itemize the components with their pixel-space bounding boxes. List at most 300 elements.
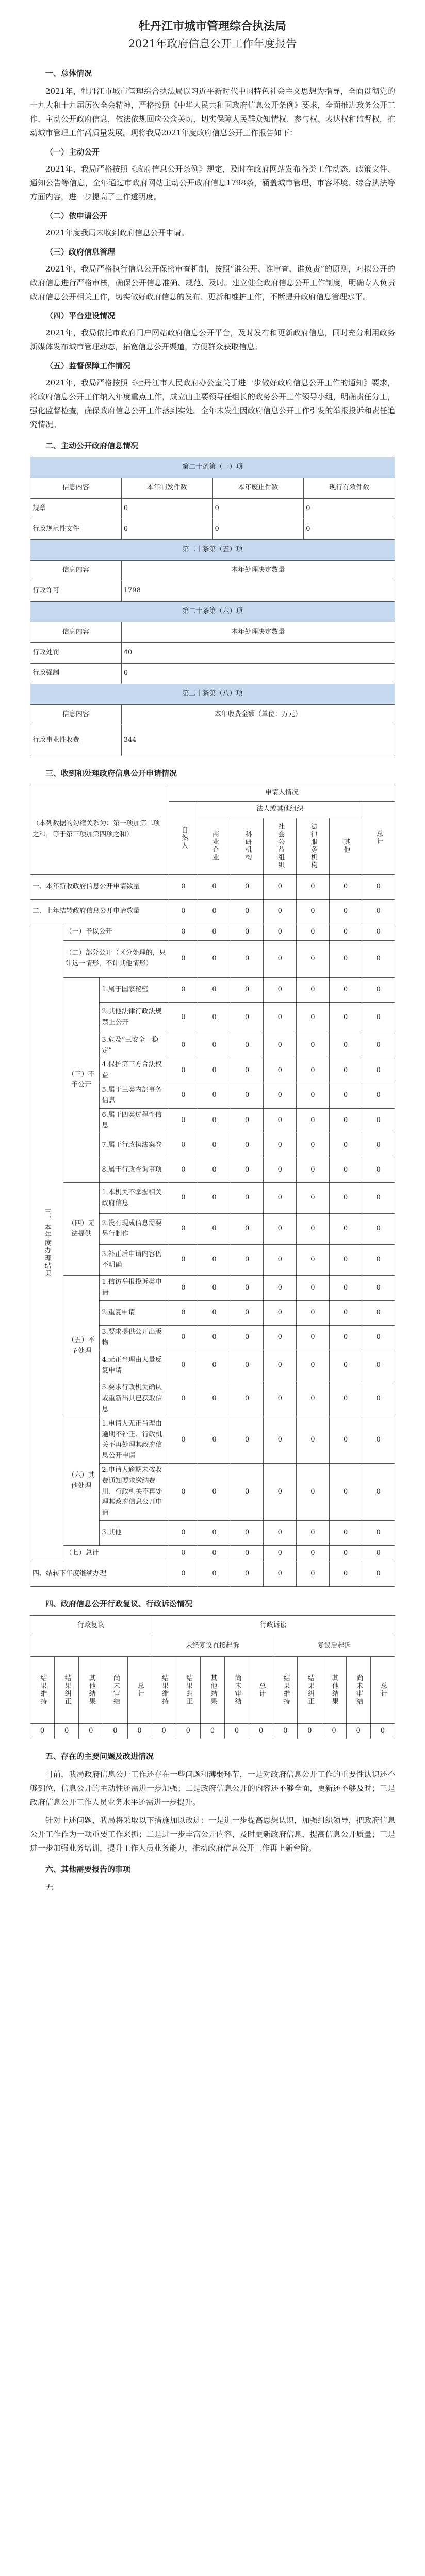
cell-value: 0 (198, 1083, 231, 1108)
row-label: 5.属于三类内部事务信息 (100, 1083, 169, 1108)
row-label: （七）总计 (63, 1545, 169, 1562)
cell-value: 0 (362, 1562, 395, 1586)
litigation-header: 行政诉讼 (152, 1615, 395, 1636)
subgroup-label: （六）其他处理 (63, 1417, 100, 1545)
after-review-header: 复议后起诉 (273, 1636, 395, 1656)
cell-value: 0 (297, 924, 330, 940)
cell-value: 0 (169, 1276, 198, 1301)
subheading-platform: （四）平台建设情况 (45, 311, 116, 320)
cell-value: 1798 (121, 581, 395, 601)
cell-value: 0 (231, 1033, 264, 1058)
cell-value: 0 (264, 1033, 297, 1058)
section-heading-applications: 三、收到和处理政府信息公开申请情况 (45, 768, 177, 778)
cell-value: 0 (231, 1463, 264, 1520)
cell-value: 0 (231, 940, 264, 977)
cell-value: 0 (329, 977, 362, 1002)
cell-value: 0 (169, 1158, 198, 1183)
row-label: 规章 (30, 498, 122, 519)
cell-value: 0 (264, 874, 297, 899)
cell-value: 0 (169, 1245, 198, 1276)
result-col-header: 结果维持 (30, 1656, 55, 1723)
cell-value: 0 (304, 498, 395, 519)
cell-value: 0 (329, 1033, 362, 1058)
cell-value: 0 (231, 1545, 264, 1562)
cell-value: 0 (169, 1381, 198, 1417)
table-row (30, 1183, 395, 1214)
paragraph-improvements: 针对上述问题，我局将采取以下措施加以改进：一是进一步提高思想认识，加强组织领导，把政府信息公开工作作为一项重要工作来抓；二是进一步丰富公开内容，及时更新政府信息，提高信息公开质量；三是进一步加强业务培训，提升工作人员业务能力，推动政府信息公开工作再上新台阶。 (30, 1815, 395, 1853)
row-label: 1.属于国家秘密 (100, 977, 169, 1002)
cell-value: 0 (362, 1325, 395, 1350)
cell-value: 0 (264, 1350, 297, 1381)
cell-value: 0 (231, 899, 264, 924)
paragraph-application: 2021年度我局未收到政府信息公开申请。 (45, 228, 189, 238)
cell-value: 0 (198, 1133, 231, 1158)
cell-value: 0 (264, 1276, 297, 1301)
cell-value: 0 (297, 1300, 330, 1325)
cell-value: 0 (198, 1350, 231, 1381)
cell-value: 0 (231, 1325, 264, 1350)
cell-value: 0 (169, 940, 198, 977)
cell-value: 0 (169, 1133, 198, 1158)
cell-value: 0 (329, 1214, 362, 1245)
row-label: （二）部分公开（区分处理的，只计这一情形，不计其他情形） (63, 940, 169, 977)
col-header: 本年处理决定数量 (121, 560, 395, 581)
cell-value: 0 (297, 1417, 330, 1463)
cell-value: 0 (198, 977, 231, 1002)
cell-value: 0 (213, 498, 304, 519)
result-col-header: 总计 (249, 1656, 273, 1723)
cell-value: 40 (121, 642, 395, 663)
cell-value: 0 (169, 1300, 198, 1325)
cell-value: 0 (264, 1214, 297, 1245)
cell-value: 0 (362, 1183, 395, 1214)
cell-value: 0 (362, 1545, 395, 1562)
paragraph-platform: 2021年，我局依托市政府门户网站政府信息公开平台，及时发布和更新政府信息，同时充分利用政务新媒体发布城市管理动态，拓宽信息公开渠道，方便群众获取信息。 (30, 328, 395, 351)
row-label: 2.申请人逾期未按收费通知要求缴纳费用、行政机关不再处理其政府信息公开申请 (100, 1463, 169, 1520)
row-label: 一、本年新收政府信息公开申请数量 (30, 874, 169, 899)
cell-value: 0 (249, 1723, 273, 1739)
not-reviewed-header: 未经复议直接起诉 (152, 1636, 273, 1656)
row-label: 7.属于行政执法案卷 (100, 1133, 169, 1158)
cell-value: 0 (362, 1520, 395, 1545)
result-col-header: 尚未审结 (225, 1656, 249, 1723)
cell-value: 0 (297, 1463, 330, 1520)
cell-value: 344 (121, 725, 395, 756)
cell-value: 0 (213, 519, 304, 539)
subheading-supervision: （五）监督保障工作情况 (45, 361, 131, 370)
report-subtitle: 2021年政府信息公开工作年度报告 (128, 38, 297, 50)
cell-value: 0 (329, 1002, 362, 1033)
cell-value: 0 (200, 1723, 224, 1739)
cell-value: 0 (297, 1381, 330, 1417)
cell-value: 0 (169, 899, 198, 924)
subheading-active: （一）主动公开 (45, 147, 100, 157)
table-row (30, 519, 395, 539)
corner-note: （本列数据的勾稽关系为：第一项加第二项之和，等于第三项加第四项之和） (30, 785, 169, 874)
row-label: 3.补正后申请内容仍不明确 (100, 1245, 169, 1276)
cell-value: 0 (55, 1723, 79, 1739)
col-header: 本年废止件数 (213, 478, 304, 498)
result-col-header: 总计 (127, 1656, 152, 1723)
cell-value: 0 (297, 1276, 330, 1301)
cell-value: 0 (169, 924, 198, 940)
table-row (30, 725, 395, 756)
cell-value: 0 (198, 1033, 231, 1058)
cell-value: 0 (231, 1002, 264, 1033)
cell-value: 0 (231, 1108, 264, 1133)
cell-value: 0 (264, 1381, 297, 1417)
cell-value: 0 (231, 1520, 264, 1545)
legal-col-header: 商业企业 (198, 818, 231, 874)
cell-value: 0 (297, 1183, 330, 1214)
cell-value: 0 (198, 1381, 231, 1417)
cell-value: 0 (198, 1325, 231, 1350)
table-row (30, 874, 395, 899)
cell-value: 0 (329, 1276, 362, 1301)
cell-value: 0 (264, 1245, 297, 1276)
cell-value: 0 (169, 1058, 198, 1083)
cell-value: 0 (198, 899, 231, 924)
cell-value: 0 (198, 940, 231, 977)
row-label: 二、上年结转政府信息公开申请数量 (30, 899, 169, 924)
result-col-header: 其他结果 (200, 1656, 224, 1723)
cell-value: 0 (264, 1300, 297, 1325)
section-heading-general: 一、总体情况 (45, 68, 92, 78)
cell-value: 0 (231, 1214, 264, 1245)
col-header: 本年收费金额（单位：万元） (121, 704, 395, 725)
cell-value: 0 (198, 1245, 231, 1276)
cell-value: 0 (329, 1158, 362, 1183)
cell-value: 0 (198, 1520, 231, 1545)
cell-value: 0 (169, 1183, 198, 1214)
col-header: 信息内容 (30, 560, 122, 581)
cell-value: 0 (264, 977, 297, 1002)
cell-value: 0 (362, 1214, 395, 1245)
cell-value: 0 (362, 1058, 395, 1083)
result-col-header: 其他结果 (322, 1656, 346, 1723)
cell-value: 0 (198, 1463, 231, 1520)
cell-value: 0 (169, 1350, 198, 1381)
cell-value: 0 (362, 1350, 395, 1381)
cell-value: 0 (169, 977, 198, 1002)
row-label: 1.申请人无正当理由逾期不补正、行政机关不再处理其政府信息公开申请 (100, 1417, 169, 1463)
row-label: 1.本机关不掌握相关政府信息 (100, 1183, 169, 1214)
cell-value: 0 (231, 1381, 264, 1417)
cell-value: 0 (198, 874, 231, 899)
legal-col-header: 其他 (329, 818, 362, 874)
cell-value: 0 (264, 940, 297, 977)
cell-value: 0 (304, 519, 395, 539)
cell-value: 0 (362, 1033, 395, 1058)
cell-value: 0 (198, 1002, 231, 1033)
cell-value: 0 (198, 1562, 231, 1586)
cell-value: 0 (169, 1108, 198, 1133)
cell-value: 0 (362, 977, 395, 1002)
review-spacer (30, 1636, 152, 1656)
cell-value: 0 (169, 874, 198, 899)
cell-value: 0 (169, 1463, 198, 1520)
cell-value: 0 (127, 1723, 152, 1739)
cell-value: 0 (198, 1276, 231, 1301)
cell-value: 0 (297, 1108, 330, 1133)
cell-value: 0 (329, 1463, 362, 1520)
table-row (30, 581, 395, 601)
cell-value: 0 (264, 1083, 297, 1108)
cell-value: 0 (30, 1723, 55, 1739)
cell-value: 0 (297, 874, 330, 899)
row-label: 8.属于行政查询事项 (100, 1158, 169, 1183)
result-col-header: 尚未审结 (103, 1656, 127, 1723)
row-label: 四、结转下年度继续办理 (30, 1562, 169, 1586)
row-label: 行政事业性收费 (30, 725, 122, 756)
result-col-header: 其他结果 (79, 1656, 103, 1723)
cell-value: 0 (362, 1276, 395, 1301)
result-col-header: 结果维持 (152, 1656, 176, 1723)
cell-value: 0 (322, 1723, 346, 1739)
cell-value: 0 (264, 1325, 297, 1350)
band-article-8: 第二十条第（八）项 (30, 684, 395, 704)
table-row (30, 899, 395, 924)
applicant-header: 申请人情况 (169, 785, 395, 801)
cell-value: 0 (362, 1158, 395, 1183)
row-label: 2.重复申请 (100, 1300, 169, 1325)
band-article-6: 第二十条第（六）项 (30, 601, 395, 622)
cell-value: 0 (176, 1723, 200, 1739)
col-header: 本年处理决定数量 (121, 622, 395, 642)
cell-value: 0 (297, 1002, 330, 1033)
cell-value: 0 (362, 1300, 395, 1325)
cell-value: 0 (169, 1214, 198, 1245)
col-header: 现行有效件数 (304, 478, 395, 498)
cell-value: 0 (264, 1158, 297, 1183)
cell-value: 0 (231, 1417, 264, 1463)
cell-value: 0 (362, 924, 395, 940)
total-header: 总计 (362, 801, 395, 874)
cell-value: 0 (264, 899, 297, 924)
table-row (30, 924, 395, 940)
cell-value: 0 (231, 1350, 264, 1381)
row-label: 4.保护第三方合法权益 (100, 1058, 169, 1083)
cell-value: 0 (329, 1245, 362, 1276)
row-label: 3.其他 (100, 1520, 169, 1545)
cell-value: 0 (169, 1002, 198, 1033)
table-row (30, 642, 395, 663)
cell-value: 0 (362, 1002, 395, 1033)
row-label: 5.要求行政机关确认或重新出具已获取信息 (100, 1381, 169, 1417)
cell-value: 0 (297, 1133, 330, 1158)
row-label: 行政处罚 (30, 642, 122, 663)
row-label: 行政规范性文件 (30, 519, 122, 539)
cell-value: 0 (231, 1562, 264, 1586)
cell-value: 0 (362, 874, 395, 899)
cell-value: 0 (273, 1723, 298, 1739)
cell-value: 0 (169, 1033, 198, 1058)
table-row (30, 940, 395, 977)
paragraph-supervision: 2021年，我局严格按照《牡丹江市人民政府办公室关于进一步做好政府信息公开工作的通知》要求，将政府信息公开工作纳入年度重点工作，成立由主要领导任组长的政务公开工作领导小组，明确责任分工，强化监督检查，确保政府信息公开工作落到实处。全年未发生因政府信息公开工作引发的举报投诉和责任追究情况。 (30, 378, 395, 429)
paragraph-problems: 目前，我局政府信息公开工作还存在一些问题和薄弱环节，一是对政府信息公开工作的重要性认识还不够到位，信息公开的主动性还需进一步加强；二是政府信息公开的内容还不够全面，更新还不够及时；三是政府信息公开工作人员业务水平还需进一步提升。 (30, 1769, 395, 1807)
legal-col-header: 科研机构 (231, 818, 264, 874)
report-title: 牡丹江市城市管理综合执法局 (138, 20, 286, 33)
table-row (30, 663, 395, 684)
cell-value: 0 (264, 1545, 297, 1562)
row-label: 6.属于四类过程性信息 (100, 1108, 169, 1133)
cell-value: 0 (297, 1058, 330, 1083)
band-article-5: 第二十条第（五）项 (30, 539, 395, 560)
cell-value: 0 (231, 1058, 264, 1083)
table-row (30, 1276, 395, 1301)
cell-value: 0 (297, 899, 330, 924)
row-label: 2.没有现成信息需要另行制作 (100, 1214, 169, 1245)
review-header: 行政复议 (30, 1615, 152, 1636)
col-header: 信息内容 (30, 622, 122, 642)
cell-value: 0 (198, 1417, 231, 1463)
cell-value: 0 (264, 1520, 297, 1545)
cell-value: 0 (121, 519, 213, 539)
subgroup-label: （三）不予公开 (63, 977, 100, 1182)
cell-value: 0 (231, 1133, 264, 1158)
cell-value: 0 (231, 874, 264, 899)
row-label: 2.其他法律行政法规禁止公开 (100, 1002, 169, 1033)
cell-value: 0 (329, 1108, 362, 1133)
table-row (30, 1417, 395, 1463)
band-article-1: 第二十条第（一）项 (30, 457, 395, 478)
subheading-management: （三）政府信息管理 (45, 247, 116, 257)
cell-value: 0 (79, 1723, 103, 1739)
row-label: 行政许可 (30, 581, 122, 601)
cell-value: 0 (362, 940, 395, 977)
cell-value: 0 (297, 977, 330, 1002)
row-label: 行政强制 (30, 663, 122, 684)
cell-value: 0 (231, 1183, 264, 1214)
cell-value: 0 (169, 1083, 198, 1108)
cell-value: 0 (329, 924, 362, 940)
row-label: 4.无正当理由大量反复申请 (100, 1350, 169, 1381)
cell-value: 0 (297, 1562, 330, 1586)
col-header: 本年制发件数 (121, 478, 213, 498)
cell-value: 0 (231, 1300, 264, 1325)
cell-value: 0 (362, 1463, 395, 1520)
subheading-application: （二）依申请公开 (45, 211, 108, 221)
cell-value: 0 (198, 1300, 231, 1325)
cell-value: 0 (329, 1083, 362, 1108)
section-heading-other: 六、其他需要报告的事项 (45, 1864, 131, 1874)
paragraph-other: 无 (45, 1882, 54, 1892)
row-label: 3.危及“三安全一稳定” (100, 1033, 169, 1058)
cell-value: 0 (297, 1083, 330, 1108)
cell-value: 0 (297, 1325, 330, 1350)
cell-value: 0 (169, 1562, 198, 1586)
row-label: 1.信访举报投诉类申请 (100, 1276, 169, 1301)
result-col-header: 结果纠正 (55, 1656, 79, 1723)
cell-value: 0 (231, 1245, 264, 1276)
paragraph-active: 2021年，我局严格按照《政府信息公开条例》规定，及时在政府网站发布各类工作动态、政策文件、通知公告等信息，全年通过市政府网站主动公开政府信息1798条，涵盖城市管理、市容环境、综合执法等方面内容，进一步提高了工作透明度。 (30, 164, 395, 201)
review-litigation-table (30, 1615, 395, 1739)
cell-value: 0 (362, 1381, 395, 1417)
cell-value: 0 (297, 1545, 330, 1562)
cell-value: 0 (264, 1133, 297, 1158)
legal-entity-header: 法人或其他组织 (198, 801, 362, 818)
cell-value: 0 (198, 1214, 231, 1245)
cell-value: 0 (362, 1083, 395, 1108)
cell-value: 0 (362, 1108, 395, 1133)
cell-value: 0 (198, 1545, 231, 1562)
result-col-header: 结果纠正 (176, 1656, 200, 1723)
cell-value: 0 (362, 899, 395, 924)
cell-value: 0 (297, 1350, 330, 1381)
cell-value: 0 (329, 940, 362, 977)
cell-value: 0 (264, 1108, 297, 1133)
cell-value: 0 (329, 1133, 362, 1158)
cell-value: 0 (329, 1325, 362, 1350)
cell-value: 0 (297, 1245, 330, 1276)
cell-value: 0 (121, 498, 213, 519)
result-col-header: 总计 (370, 1656, 395, 1723)
cell-value: 0 (297, 1033, 330, 1058)
cell-value: 0 (169, 1520, 198, 1545)
result-col-header: 结果维持 (273, 1656, 298, 1723)
row-label: 3.要求提供公开出版物 (100, 1325, 169, 1350)
cell-value: 0 (103, 1723, 127, 1739)
cell-value: 0 (298, 1723, 322, 1739)
cell-value: 0 (225, 1723, 249, 1739)
cell-value: 0 (297, 1158, 330, 1183)
cell-value: 0 (198, 1058, 231, 1083)
cell-value: 0 (329, 1058, 362, 1083)
cell-value: 0 (329, 1545, 362, 1562)
cell-value: 0 (329, 1381, 362, 1417)
cell-value: 0 (362, 1245, 395, 1276)
cell-value: 0 (362, 1133, 395, 1158)
active-disclosure-table (30, 457, 395, 756)
cell-value: 0 (198, 1183, 231, 1214)
cell-value: 0 (121, 663, 395, 684)
paragraph-intro: 2021年，牡丹江市城市管理综合执法局以习近平新时代中国特色社会主义思想为指导，全面贯彻党的十九大和十九届历次全会精神，严格按照《中华人民共和国政府信息公开条例》要求，全面推进政务公开工作，主动公开政府信息，依法依规回应公众关切，切实保障人民群众知情权、参与权、表达权和监督权，推动城市管理工作高质量发展。现将我局2021年度政府信息公开工作报告如下： (30, 86, 395, 138)
result-group-label: 三、本年度办理结果 (30, 924, 63, 1562)
cell-value: 0 (264, 1562, 297, 1586)
cell-value: 0 (362, 1417, 395, 1463)
cell-value: 0 (231, 1276, 264, 1301)
cell-value: 0 (297, 1214, 330, 1245)
cell-value: 0 (329, 899, 362, 924)
cell-value: 0 (297, 1520, 330, 1545)
cell-value: 0 (329, 874, 362, 899)
cell-value: 0 (169, 1417, 198, 1463)
result-col-header: 尚未审结 (346, 1656, 370, 1723)
table-row (30, 977, 395, 1002)
cell-value: 0 (264, 1417, 297, 1463)
cell-value: 0 (346, 1723, 370, 1739)
subgroup-label: （五）不予处理 (63, 1276, 100, 1417)
cell-value: 0 (231, 924, 264, 940)
cell-value: 0 (329, 1417, 362, 1463)
cell-value: 0 (329, 1520, 362, 1545)
result-col-header: 结果纠正 (298, 1656, 322, 1723)
cell-value: 0 (169, 1325, 198, 1350)
section-heading-active-disclosure: 二、主动公开政府信息情况 (45, 440, 139, 450)
subgroup-label: （四）无法提供 (63, 1183, 100, 1276)
cell-value: 0 (370, 1723, 395, 1739)
col-header: 信息内容 (30, 704, 122, 725)
cell-value: 0 (231, 1083, 264, 1108)
paragraph-management: 2021年，我局严格执行信息公开保密审查机制，按照“谁公开、谁审查、谁负责”的原则，对拟公开的政府信息进行严格审核，确保公开信息准确、规范、及时。建立健全政府信息公开工作制度，明确专人负责政府信息公开相关工作，切实做好政府信息的发布、更新和维护工作，不断提升政府信息管理水平。 (30, 264, 395, 301)
cell-value: 0 (329, 1350, 362, 1381)
legal-col-header: 法律服务机构 (297, 818, 330, 874)
table-row (30, 1562, 395, 1586)
cell-value: 0 (264, 1183, 297, 1214)
section-heading-problems: 五、存在的主要问题及改进情况 (45, 1751, 154, 1761)
cell-value: 0 (264, 1058, 297, 1083)
table-row (30, 1545, 395, 1562)
